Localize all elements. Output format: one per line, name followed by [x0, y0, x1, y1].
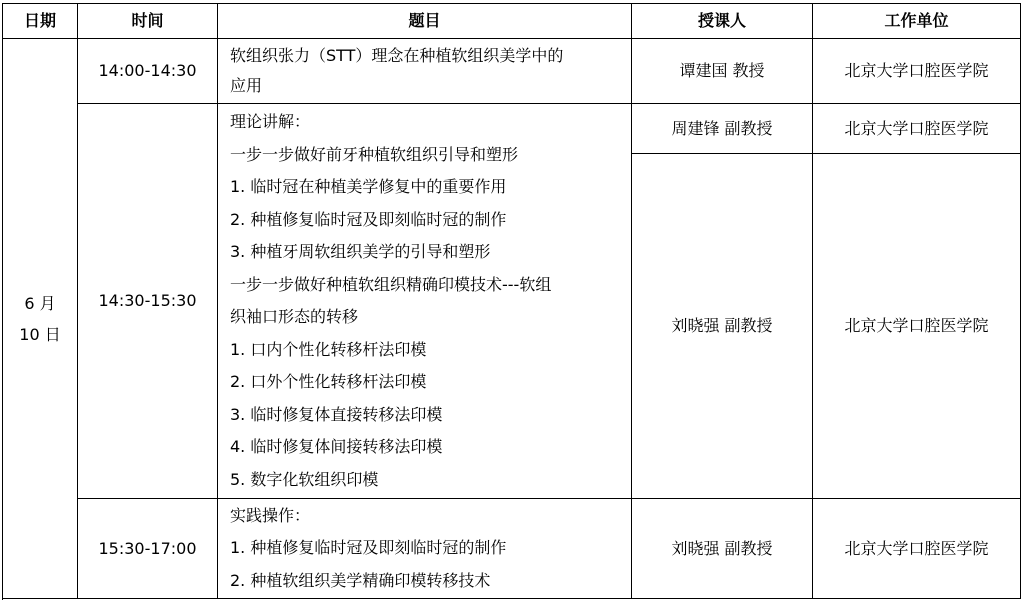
topic-line: 理论讲解： [230, 112, 311, 131]
topic-line: 一步一步做好种植软组织精确印模技术---软组 [230, 274, 552, 294]
topic-line: 织袖口形态的转移 [230, 307, 359, 326]
topic-line: 3. 临时修复体直接转移法印模 [230, 404, 443, 424]
session-row-3 [3, 499, 1021, 599]
topic-line: 1. 临时冠在种植美学修复中的重要作用 [230, 177, 507, 196]
header-lecturer: 授课人 [632, 4, 813, 39]
unit-cell-2b: 北京大学口腔医学院 [813, 154, 1021, 499]
topic-line: 一步一步做好前牙种植软组织引导和塑形 [230, 144, 519, 164]
topic-cell-1 [218, 39, 632, 104]
session-row-1 [3, 39, 1021, 104]
topic-line: 5. 数字化软组织印模 [230, 469, 379, 489]
lecturer-cell-3: 刘晓强 副教授 [632, 499, 813, 599]
topic-line: 2. 种植软组织美学精确印模转移技术 [230, 570, 491, 590]
lecturer-cell-1: 谭建国 教授 [632, 39, 813, 104]
topic-cell-3 [218, 499, 632, 599]
header-time: 时间 [78, 4, 218, 39]
header-unit: 工作单位 [813, 4, 1021, 39]
topic-line: 实践操作： [230, 505, 311, 525]
header-row [3, 4, 1021, 39]
date-month: 6 月 [24, 293, 56, 313]
time-cell-3: 15:30-17:00 [78, 499, 218, 599]
lecturer-cell-2a: 周建锋 副教授 [632, 104, 813, 154]
topic-line: 1. 口内个性化转移杆法印模 [230, 339, 427, 359]
unit-cell-2a: 北京大学口腔医学院 [813, 104, 1021, 154]
time-cell-1: 14:00-14:30 [78, 39, 218, 104]
schedule-table [2, 3, 1021, 599]
time-cell-2: 14:30-15:30 [78, 104, 218, 499]
topic-line: 软组织张力（STT）理念在种植软组织美学中的 [230, 46, 564, 65]
unit-cell-1: 北京大学口腔医学院 [813, 39, 1021, 104]
date-cell [3, 39, 78, 599]
header-date: 日期 [3, 4, 78, 39]
topic-cell-2 [218, 104, 632, 499]
topic-line: 4. 临时修复体间接转移法印模 [230, 437, 443, 456]
topic-line: 2. 口外个性化转移杆法印模 [230, 372, 427, 391]
date-day: 10 日 [19, 324, 61, 344]
topic-line: 1. 种植修复临时冠及即刻临时冠的制作 [230, 538, 507, 558]
topic-line: 2. 种植修复临时冠及即刻临时冠的制作 [230, 209, 507, 229]
topic-line: 3. 种植牙周软组织美学的引导和塑形 [230, 242, 491, 261]
session-row-2 [3, 104, 1021, 154]
lecturer-cell-2b: 刘晓强 副教授 [632, 154, 813, 499]
topic-line: 应用 [230, 76, 263, 95]
header-topic: 题目 [218, 4, 632, 39]
unit-cell-3: 北京大学口腔医学院 [813, 499, 1021, 599]
